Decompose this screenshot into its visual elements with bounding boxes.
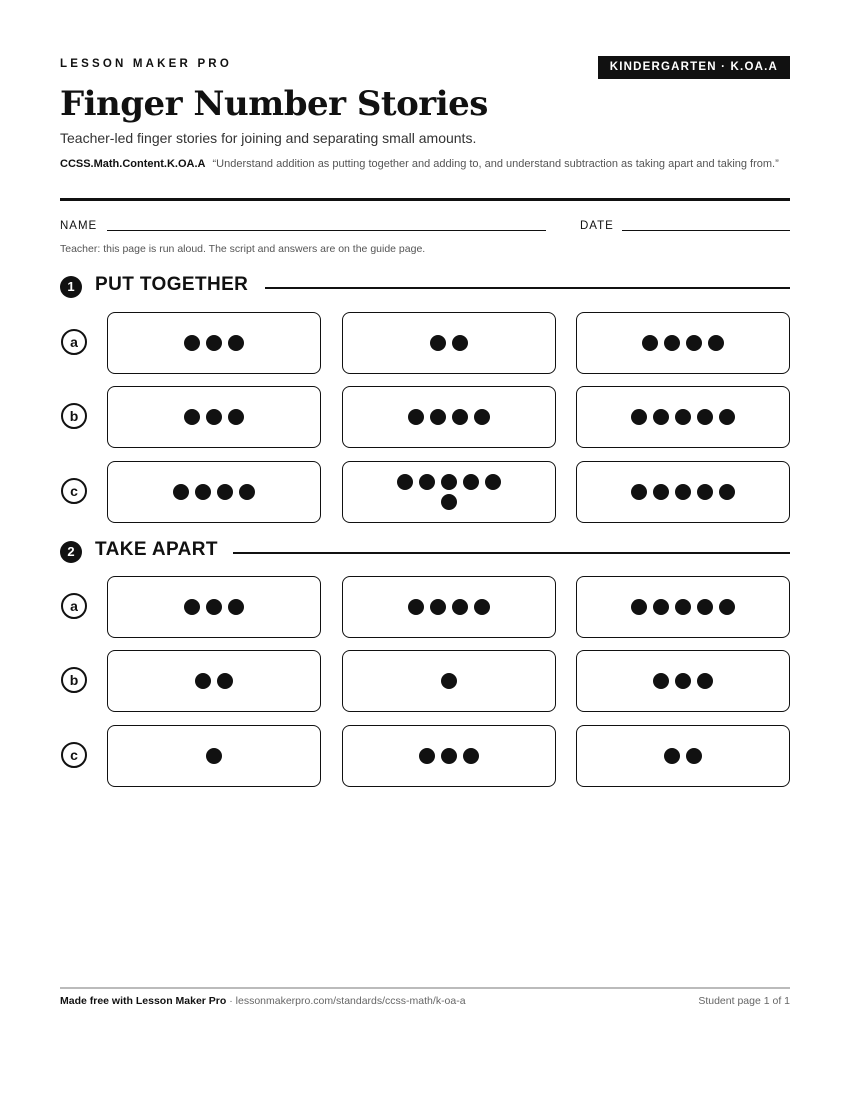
standard-statement — [60, 156, 790, 173]
counting-dot — [217, 484, 233, 500]
counting-dot — [441, 474, 457, 490]
counting-dot — [441, 748, 457, 764]
counting-dot — [239, 484, 255, 500]
dot-group — [159, 673, 269, 689]
counting-dot — [697, 484, 713, 500]
counting-dot — [631, 484, 647, 500]
counting-dot — [474, 599, 490, 615]
counting-dot — [485, 474, 501, 490]
counting-dot — [719, 484, 735, 500]
dot-group — [394, 599, 504, 615]
counting-dot — [653, 599, 669, 615]
counting-dot — [653, 673, 669, 689]
counting-dot — [452, 599, 468, 615]
counting-dot — [206, 748, 222, 764]
counting-dot — [653, 484, 669, 500]
counting-dot — [452, 409, 468, 425]
row-letter: c — [61, 478, 87, 504]
dot-group — [159, 484, 269, 500]
counting-dot — [430, 335, 446, 351]
section-put-together — [60, 274, 790, 298]
counting-dot — [397, 474, 413, 490]
counting-dot — [664, 335, 680, 351]
dot-card — [576, 650, 790, 712]
counting-dot — [419, 474, 435, 490]
name-line[interactable] — [107, 230, 546, 231]
counting-dot — [184, 335, 200, 351]
grade-badge: KINDERGARTEN · K.OA.A — [598, 56, 790, 79]
counting-dot — [195, 484, 211, 500]
dot-card — [342, 461, 556, 523]
counting-dot — [184, 409, 200, 425]
counting-dot — [184, 599, 200, 615]
counting-dot — [642, 335, 658, 351]
dot-group — [394, 748, 504, 764]
dot-card — [342, 650, 556, 712]
counting-dot — [664, 748, 680, 764]
counting-dot — [686, 335, 702, 351]
row-letter: b — [61, 667, 87, 693]
problem-row — [60, 725, 790, 787]
counting-dot — [631, 409, 647, 425]
section-rule — [233, 552, 790, 554]
dot-group — [159, 748, 269, 764]
standard-code: CCSS.Math.Content.K.OA.A — [60, 158, 206, 170]
counting-dot — [631, 599, 647, 615]
dot-card — [576, 461, 790, 523]
counting-dot — [675, 599, 691, 615]
counting-dot — [217, 673, 233, 689]
header-bar — [60, 56, 790, 78]
footer-separator: · — [226, 995, 236, 1007]
footer-made-with: Made free with Lesson Maker Pro — [60, 995, 227, 1007]
dot-group — [394, 409, 504, 425]
dot-group — [628, 335, 738, 351]
counting-dot — [697, 409, 713, 425]
dot-group — [628, 748, 738, 764]
counting-dot — [228, 599, 244, 615]
counting-dot — [419, 748, 435, 764]
dot-card — [107, 312, 321, 374]
counting-dot — [206, 335, 222, 351]
worksheet-page — [60, 0, 790, 1100]
name-date-row — [60, 219, 790, 235]
dot-card — [342, 576, 556, 638]
counting-dot — [719, 599, 735, 615]
section-take-apart — [60, 539, 790, 563]
dot-card — [342, 312, 556, 374]
section-rule — [265, 287, 790, 289]
counting-dot — [206, 409, 222, 425]
dot-group — [628, 599, 738, 615]
row-letter: b — [61, 403, 87, 429]
row-letter: a — [61, 329, 87, 355]
dot-card — [342, 725, 556, 787]
row-letter: a — [61, 593, 87, 619]
page-subtitle: Teacher-led finger stories for joining and separating small amounts. — [60, 130, 477, 146]
footer-url[interactable]: lessonmakerpro.com/standards/ccss-math/k-oa-a — [235, 995, 466, 1007]
counting-dot — [697, 673, 713, 689]
problem-row — [60, 312, 790, 374]
dot-group — [394, 474, 504, 510]
problem-row — [60, 386, 790, 448]
dot-card — [107, 725, 321, 787]
counting-dot — [708, 335, 724, 351]
counting-dot — [474, 409, 490, 425]
dot-group — [394, 673, 504, 689]
counting-dot — [441, 494, 457, 510]
dot-group — [628, 673, 738, 689]
dot-group — [159, 599, 269, 615]
counting-dot — [430, 599, 446, 615]
dot-card — [107, 386, 321, 448]
date-label: DATE — [580, 220, 614, 232]
counting-dot — [441, 673, 457, 689]
footer — [60, 995, 790, 1007]
counting-dot — [463, 474, 479, 490]
counting-dot — [653, 409, 669, 425]
footer-divider — [60, 987, 790, 989]
dot-group — [159, 409, 269, 425]
brand-name: LESSON MAKER PRO — [60, 58, 232, 70]
counting-dot — [195, 673, 211, 689]
problem-row — [60, 576, 790, 638]
header-divider — [60, 198, 790, 201]
counting-dot — [228, 409, 244, 425]
dot-group — [394, 335, 504, 351]
counting-dot — [430, 409, 446, 425]
counting-dot — [675, 673, 691, 689]
row-letter: c — [61, 742, 87, 768]
counting-dot — [173, 484, 189, 500]
counting-dot — [452, 335, 468, 351]
dot-card — [342, 386, 556, 448]
dot-group — [628, 484, 738, 500]
section-number: 1 — [60, 276, 82, 298]
date-line[interactable] — [622, 230, 790, 231]
section-title: TAKE APART — [95, 539, 218, 560]
dot-card — [107, 576, 321, 638]
section-number: 2 — [60, 541, 82, 563]
footer-page-label: Student page 1 of 1 — [698, 995, 790, 1007]
counting-dot — [408, 409, 424, 425]
counting-dot — [675, 409, 691, 425]
name-label: NAME — [60, 220, 98, 232]
dot-card — [576, 386, 790, 448]
counting-dot — [719, 409, 735, 425]
counting-dot — [697, 599, 713, 615]
problem-row — [60, 461, 790, 523]
page-title: Finger Number Stories — [60, 84, 488, 124]
teacher-note: Teacher: this page is run aloud. The script and answers are on the guide page. — [60, 243, 426, 255]
dot-card — [107, 461, 321, 523]
standard-text: “Understand addition as putting together and adding to, and understand subtraction as taking apart and taking from.” — [212, 158, 779, 170]
dot-card — [107, 650, 321, 712]
dot-group — [628, 409, 738, 425]
counting-dot — [463, 748, 479, 764]
section-title: PUT TOGETHER — [95, 274, 249, 295]
dot-group — [159, 335, 269, 351]
counting-dot — [408, 599, 424, 615]
counting-dot — [686, 748, 702, 764]
dot-card — [576, 725, 790, 787]
counting-dot — [206, 599, 222, 615]
dot-card — [576, 312, 790, 374]
counting-dot — [228, 335, 244, 351]
problem-row — [60, 650, 790, 712]
counting-dot — [675, 484, 691, 500]
dot-card — [576, 576, 790, 638]
